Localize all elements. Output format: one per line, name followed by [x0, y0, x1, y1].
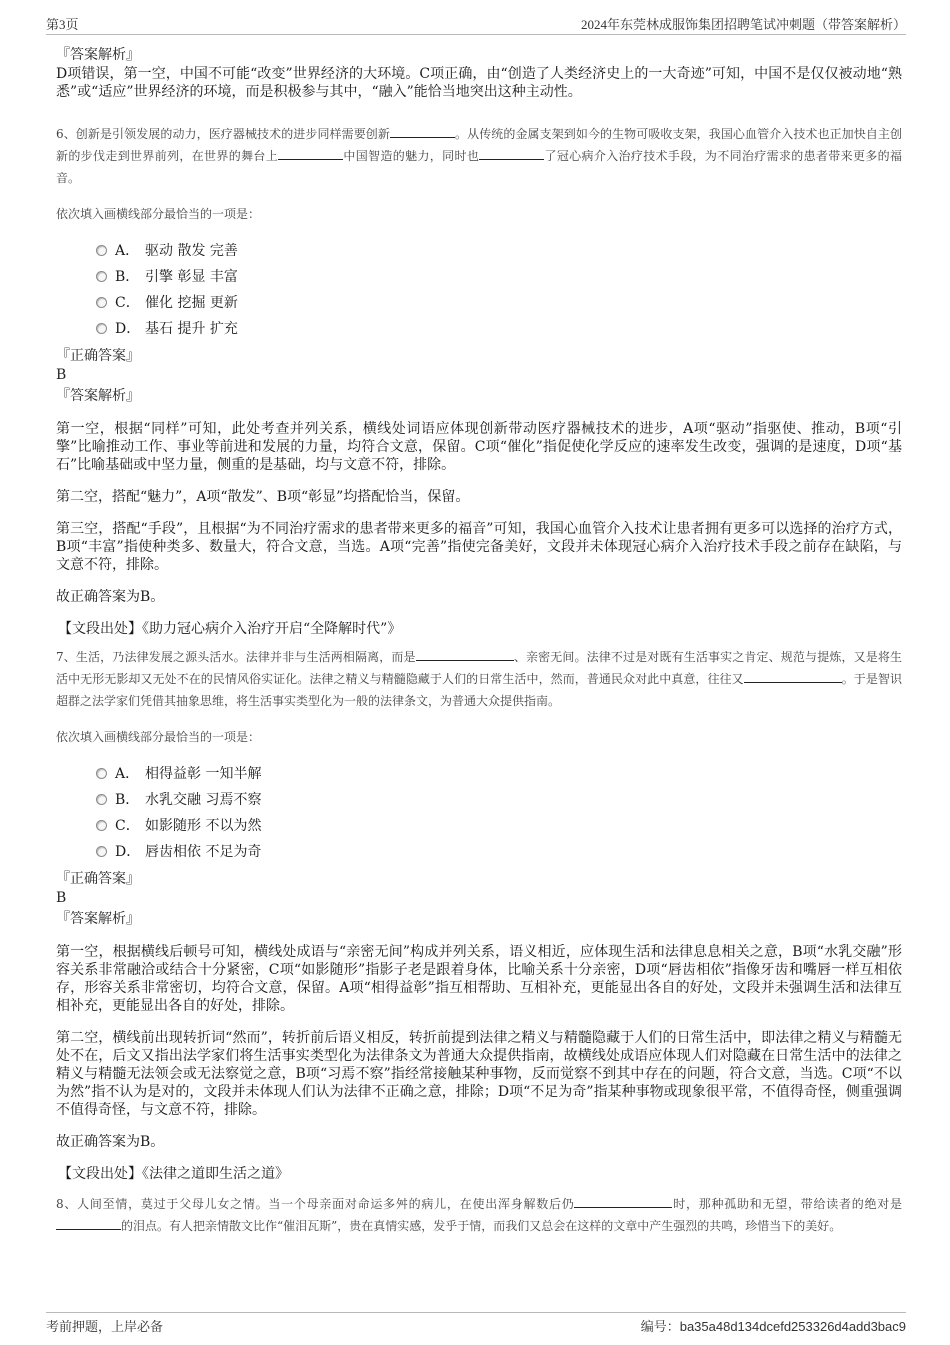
answer-analysis-label: 『答案解析』: [56, 911, 140, 927]
fill-blank: [278, 145, 343, 160]
analysis-paragraph: 第二空，搭配“魅力”，A项“散发”、B项“彰显”均搭配恰当，保留。: [56, 489, 470, 505]
correct-answer: B: [56, 367, 67, 383]
radio-icon[interactable]: [96, 323, 107, 334]
analysis-conclusion: 故正确答案为B。: [56, 589, 165, 605]
question-8-stem: [56, 1193, 902, 1237]
answer-analysis-text: D项错误，第一空，中国不可能“改变”世界经济的大环境。C项正确，由“创造了人类经济史上的一大奇迹”可知，中国不是仅仅被动地“熟悉”或“适应”世界经济的环境，而是积极参与其中，“融入”能恰当地突出这种主动性。: [56, 66, 902, 100]
fill-blank: [574, 1193, 672, 1208]
correct-answer: B: [56, 890, 67, 906]
radio-icon[interactable]: [96, 297, 107, 308]
answer-analysis-label: 『答案解析』: [56, 388, 140, 404]
source-citation: 【文段出处】《助力冠心病介入治疗开启“全降解时代”》: [58, 621, 402, 637]
option-letter: D．: [115, 321, 141, 337]
stem-part: 8、人间至情，莫过于父母儿女之情。当一个母亲面对命运多舛的病儿，在使出浑身解数后仍: [56, 1197, 575, 1211]
option-letter: A．: [115, 243, 140, 259]
source-citation: 【文段出处】《法律之道即生活之道》: [58, 1166, 289, 1182]
correct-answer-label: 『正确答案』: [56, 348, 140, 364]
option-letter: C．: [115, 295, 140, 311]
question-7-stem: [56, 646, 902, 712]
option-text: 驱动 散发 完善: [145, 243, 238, 259]
analysis-paragraph: 第三空，搭配“手段”，且根据“为不同治疗需求的患者带来更多的福音”可知，我国心血管介入技术让患者拥有更多可以选择的治疗方式，B项“丰富”指使种类多、数量大，符合文意，当选。A项“完善”指使完备美好，文段并未体现冠心病介入治疗技术手段之前存在缺陷，与文意不符，排除。: [56, 521, 902, 573]
option-a[interactable]: [96, 760, 902, 786]
stem-part: 6、创新是引领发展的动力，医疗器械技术的进步同样需要创新: [56, 127, 390, 141]
stem-part: 。从传统的金属支架到如今的生物可吸收支架，我国心血管介入技术也正加快自主创新的步伐走到世界前列，在世界的舞台上: [56, 127, 902, 163]
radio-icon[interactable]: [96, 271, 107, 282]
page-number: 第3页: [46, 17, 79, 32]
option-text: 引擎 彰显 丰富: [145, 269, 238, 285]
correct-answer-label: 『正确答案』: [56, 871, 140, 887]
question-7-options: [96, 760, 902, 864]
option-letter: C．: [115, 818, 140, 834]
fill-blank: [744, 668, 842, 683]
option-text: 如影随形 不以为然: [145, 818, 262, 834]
radio-icon[interactable]: [96, 768, 107, 779]
document-title: 2024年东莞林成服饰集团招聘笔试冲刺题（带答案解析）: [580, 17, 906, 32]
analysis-paragraph: 第二空，横线前出现转折词“然而”，转折前后语义相反，转折前提到法律之精义与精髓隐藏于人们的日常生活中，即法律之精义与精髓无处不在，后文又指出法学家们将生活事实类型化为法律条文为普通大众提供指南，故横线处成语应体现人们对隐藏在日常生活中的法律之精义与精髓无法领会或无法察觉之意，B项“习焉不察”指经常接触某种事物，反而觉察不到其中存在的问题，符合文意，当选。C项“不以为然”指不认为是对的，文段并未体现人们认为法律不正确之意，排除；D项“不足为奇”指某种事物或现象很平常，不值得奇怪，侧重强调不值得奇怪，与文意不符，排除。: [56, 1030, 902, 1118]
option-c[interactable]: [96, 812, 902, 838]
option-text: 催化 挖掘 更新: [145, 295, 238, 311]
option-b[interactable]: [96, 786, 902, 812]
stem-part: 时，那种孤助和无望，带给读者的绝对是: [672, 1197, 902, 1211]
footer-slogan: 考前押题，上岸必备: [46, 1320, 164, 1335]
stem-part: 7、生活，乃法律发展之源头活水。法律并非与生活两相隔离，而是: [56, 650, 416, 664]
option-text: 相得益彰 一知半解: [145, 766, 262, 782]
radio-icon[interactable]: [96, 794, 107, 805]
page-footer: [46, 1312, 906, 1337]
option-d[interactable]: [96, 315, 902, 341]
stem-part: 。于是智识超群之法学家们凭借其抽象思维，将生活事实类型化为一般的法律条文，为普通大众提供指南。: [56, 672, 902, 708]
question-7-instruction: 依次填入画横线部分最恰当的一项是：: [56, 730, 261, 744]
question-6-stem: [56, 123, 902, 189]
fill-blank: [56, 1215, 121, 1230]
radio-icon[interactable]: [96, 846, 107, 857]
option-text: 基石 提升 扩充: [145, 321, 238, 337]
radio-icon[interactable]: [96, 245, 107, 256]
fill-blank: [479, 145, 544, 160]
page-content: [56, 46, 902, 1237]
option-d[interactable]: [96, 838, 902, 864]
fill-blank: [390, 123, 455, 138]
analysis-paragraph: 第一空，根据横线后顿号可知，横线处成语与“亲密无间”构成并列关系，语义相近，应体现生活和法律息息相关之意，B项“水乳交融”形容关系非常融洽或结合十分紧密，C项“如影随形”指影子老是跟着身体，比喻关系十分亲密，D项“唇齿相依”指像牙齿和嘴唇一样互相依存，形容关系非常密切，均符合文意，保留。A项“相得益彰”指互相帮助、互相补充，更能显出各自的好处，文段并未强调生活和法律互相补充，更能显出各自的好处，排除。: [56, 944, 902, 1014]
stem-part: 了冠心病介入治疗技术手段，为不同治疗需求的患者带来更多的福音。: [56, 149, 902, 185]
document-id: [641, 1316, 906, 1335]
document-id-value: ba35a48d134dcefd253326d4add3bac9: [679, 1319, 906, 1334]
radio-icon[interactable]: [96, 820, 107, 831]
option-a[interactable]: [96, 237, 902, 263]
analysis-conclusion: 故正确答案为B。: [56, 1134, 165, 1150]
question-6-options: [96, 237, 902, 341]
option-text: 水乳交融 习焉不察: [145, 792, 262, 808]
question-6-instruction: 依次填入画横线部分最恰当的一项是：: [56, 207, 261, 221]
option-c[interactable]: [96, 289, 902, 315]
option-letter: B．: [115, 269, 140, 285]
answer-analysis-label: 『答案解析』: [56, 47, 140, 63]
stem-part: 中国智造的魅力，同时也: [343, 149, 480, 163]
option-letter: D．: [115, 844, 141, 860]
analysis-paragraph: 第一空，根据“同样”可知，此处考查并列关系，横线处词语应体现创新带动医疗器械技术的进步，A项“驱动”指驱使、推动，B项“引擎”比喻推动工作、事业等前进和发展的力量，均符合文意，保留。C项“催化”指促使化学反应的速率发生改变，强调的是速度，D项“基石”比喻基础或中坚力量，侧重的是基础，均与文意不符，排除。: [56, 421, 902, 473]
option-text: 唇齿相依 不足为奇: [145, 844, 262, 860]
option-letter: A．: [115, 766, 140, 782]
fill-blank: [416, 646, 514, 661]
stem-part: 、亲密无间。法律不过是对既有生活事实之肯定、规范与提炼，又是将生活中无形无影却又无处不在的民情风俗实证化。法律之精义与精髓隐藏于人们的日常生活中，然而，普通民众对此中真意，往往又: [56, 650, 902, 686]
page-header: [46, 12, 906, 35]
option-b[interactable]: [96, 263, 902, 289]
option-letter: B．: [115, 792, 140, 808]
stem-part: 的泪点。有人把亲情散文比作“催泪瓦斯”，贵在真情实感，发乎于情，而我们又总会在这样的文章中产生强烈的共鸣，珍惜当下的美好。: [121, 1219, 842, 1233]
document-id-label: 编号：: [640, 1320, 680, 1335]
